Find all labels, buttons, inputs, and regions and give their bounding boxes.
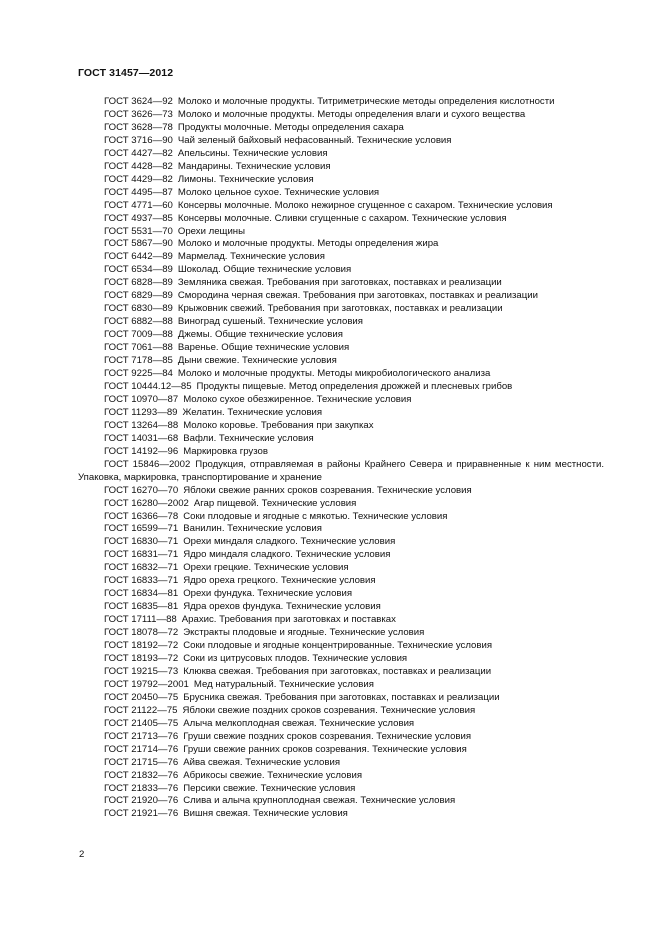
reference-title: Мед натуральный. Технические условия (193, 678, 374, 690)
reference-title: Орехи фундука. Технические условия (183, 588, 353, 600)
reference-code: ГОСТ 9225—84 (104, 368, 173, 380)
reference-title: Орехи грецкие. Технические условия (183, 562, 349, 574)
reference-code: ГОСТ 14031—68 (104, 432, 179, 444)
reference-code: ГОСТ 4495—87 (104, 186, 173, 198)
reference-title: Джемы. Общие технические условия (177, 329, 343, 341)
reference-code: ГОСТ 6828—89 (104, 277, 173, 289)
reference-item (78, 614, 604, 627)
reference-title: Ядра орехов фундука. Технические условия (183, 601, 381, 613)
reference-code: ГОСТ 11293—89 (104, 406, 178, 418)
reference-title: Смородина черная свежая. Требования при заготовках, поставках и реализации (177, 290, 538, 302)
reference-title: Абрикосы свежие. Технические условия (183, 769, 363, 781)
reference-title: Чай зеленый байховый нефасованный. Технические условия (177, 134, 452, 146)
reference-title: Ванилин. Технические условия (183, 523, 322, 535)
reference-code: ГОСТ 14192—96 (104, 445, 179, 457)
reference-title: Арахис. Требования при заготовках и поставках (181, 614, 396, 626)
reference-title: Дыни свежие. Технические условия (177, 355, 337, 367)
reference-item (78, 795, 604, 808)
reference-title: Агар пищевой. Технические условия (193, 497, 357, 509)
reference-item (78, 251, 604, 264)
reference-item (78, 718, 604, 731)
reference-code: ГОСТ 21713—76 (104, 730, 179, 742)
reference-item (78, 679, 604, 692)
reference-title: Молоко и молочные продукты. Методы микробиологического анализа (177, 368, 491, 380)
reference-title: Айва свежая. Технические условия (183, 756, 341, 768)
reference-code: ГОСТ 6830—89 (104, 303, 173, 315)
normative-references-list (78, 96, 604, 821)
reference-item (78, 770, 604, 783)
reference-code: ГОСТ 16831—71 (104, 549, 179, 561)
reference-item (78, 536, 604, 549)
reference-code: ГОСТ 3624—92 (104, 96, 173, 107)
reference-item (78, 731, 604, 744)
reference-item (78, 511, 604, 524)
reference-code: ГОСТ 5531—70 (104, 225, 173, 237)
reference-title: Варенье. Общие технические условия (177, 342, 350, 354)
reference-title: Шоколад. Общие технические условия (177, 264, 352, 276)
reference-item (78, 316, 604, 329)
reference-title: Виноград сушеный. Технические условия (177, 316, 363, 328)
reference-code: ГОСТ 4428—82 (104, 160, 173, 172)
reference-item (78, 238, 604, 251)
reference-item (78, 96, 604, 109)
reference-item (78, 692, 604, 705)
reference-item (78, 135, 604, 148)
reference-item (78, 575, 604, 588)
reference-item (78, 562, 604, 575)
reference-code: ГОСТ 4429—82 (104, 173, 173, 185)
reference-code: ГОСТ 19215—73 (104, 665, 179, 677)
reference-code: ГОСТ 20450—75 (104, 691, 179, 703)
reference-code: ГОСТ 21832—76 (104, 769, 179, 781)
reference-item (78, 290, 604, 303)
reference-code: ГОСТ 3716—90 (104, 134, 173, 146)
reference-title: Молоко сухое обезжиренное. Технические условия (183, 393, 412, 405)
reference-item (78, 757, 604, 770)
reference-title: Молоко и молочные продукты. Методы определения влаги и сухого вещества (177, 108, 526, 120)
reference-item (78, 783, 604, 796)
reference-title: Крыжовник свежий. Требования при заготовках, поставках и реализации (177, 303, 503, 315)
reference-item (78, 459, 604, 485)
reference-item (78, 122, 604, 135)
reference-title: Желатин. Технические условия (182, 406, 323, 418)
reference-code: ГОСТ 16834—81 (104, 588, 179, 600)
reference-item (78, 381, 604, 394)
reference-title: Слива и алыча крупноплодная свежая. Технические условия (183, 795, 456, 807)
reference-item (78, 588, 604, 601)
reference-item (78, 277, 604, 290)
document-header: ГОСТ 31457—2012 (78, 67, 174, 79)
reference-code: ГОСТ 16599—71 (104, 523, 179, 535)
reference-title: Орехи миндаля сладкого. Технические условия (183, 536, 396, 548)
reference-item (78, 174, 604, 187)
reference-item (78, 226, 604, 239)
reference-code: ГОСТ 18192—72 (104, 640, 179, 652)
reference-item (78, 368, 604, 381)
reference-item (78, 485, 604, 498)
reference-code: ГОСТ 21405—75 (104, 717, 179, 729)
reference-item (78, 355, 604, 368)
reference-title: Груши свежие ранних сроков созревания. Технические условия (183, 743, 467, 755)
reference-code: ГОСТ 15846—2002 (104, 458, 191, 470)
reference-code: ГОСТ 6829—89 (104, 290, 173, 302)
reference-item (78, 329, 604, 342)
reference-code: ГОСТ 7061—88 (104, 342, 173, 354)
reference-code: ГОСТ 17111—88 (104, 614, 177, 626)
reference-code: ГОСТ 16270—70 (104, 484, 179, 496)
reference-code: ГОСТ 3626—73 (104, 108, 173, 120)
reference-code: ГОСТ 10444.12—85 (104, 380, 192, 392)
reference-title: Продукция, отправляемая в районы Крайнего Севера и приравненные к ним местности. Упаковка, маркировка, транспортирование и хранение (78, 458, 604, 483)
reference-item (78, 342, 604, 355)
reference-item (78, 148, 604, 161)
reference-title: Молоко коровье. Требования при закупках (183, 419, 374, 431)
reference-item (78, 109, 604, 122)
reference-title: Продукты молочные. Методы определения сахара (177, 121, 404, 133)
reference-code: ГОСТ 18078—72 (104, 627, 179, 639)
reference-item (78, 640, 604, 653)
reference-code: ГОСТ 16835—81 (104, 601, 179, 613)
reference-item (78, 264, 604, 277)
reference-title: Молоко цельное сухое. Технические условия (177, 186, 380, 198)
reference-code: ГОСТ 3628—78 (104, 121, 173, 133)
reference-title: Клюква свежая. Требования при заготовках, поставках и реализации (183, 665, 492, 677)
reference-code: ГОСТ 6882—88 (104, 316, 173, 328)
reference-code: ГОСТ 4427—82 (104, 147, 173, 159)
reference-title: Апельсины. Технические условия (177, 147, 328, 159)
reference-title: Соки из цитрусовых плодов. Технические условия (183, 652, 408, 664)
reference-title: Ядро ореха грецкого. Технические условия (183, 575, 376, 587)
reference-title: Лимоны. Технические условия (177, 173, 314, 185)
reference-item (78, 601, 604, 614)
reference-item (78, 407, 604, 420)
reference-code: ГОСТ 16366—78 (104, 510, 179, 522)
reference-code: ГОСТ 13264—88 (104, 419, 179, 431)
reference-title: Брусника свежая. Требования при заготовках, поставках и реализации (183, 691, 500, 703)
reference-code: ГОСТ 18193—72 (104, 652, 179, 664)
reference-title: Молоко и молочные продукты. Методы определения жира (177, 238, 439, 250)
reference-title: Консервы молочные. Сливки сгущенные с сахаром. Технические условия (177, 212, 507, 224)
reference-title: Соки плодовые и ягодные концентрированные. Технические условия (183, 640, 493, 652)
reference-code: ГОСТ 4937—85 (104, 212, 173, 224)
reference-code: ГОСТ 7009—88 (104, 329, 173, 341)
reference-item (78, 420, 604, 433)
reference-item (78, 705, 604, 718)
reference-title: Мармелад. Технические условия (177, 251, 325, 263)
reference-item (78, 433, 604, 446)
reference-title: Соки плодовые и ягодные с мякотью. Технические условия (183, 510, 448, 522)
reference-code: ГОСТ 7178—85 (104, 355, 173, 367)
reference-title: Консервы молочные. Молоко нежирное сгущенное с сахаром. Технические условия (177, 199, 553, 211)
reference-title: Ядро миндаля сладкого. Технические условия (183, 549, 391, 561)
reference-item (78, 446, 604, 459)
reference-title: Персики свежие. Технические условия (183, 782, 356, 794)
reference-code: ГОСТ 21715—76 (104, 756, 179, 768)
reference-code: ГОСТ 16832—71 (104, 562, 179, 574)
reference-item (78, 303, 604, 316)
reference-title: Экстракты плодовые и ягодные. Технические условия (183, 627, 425, 639)
reference-item (78, 161, 604, 174)
reference-item (78, 666, 604, 679)
reference-code: ГОСТ 10970—87 (104, 393, 179, 405)
reference-item (78, 213, 604, 226)
reference-code: ГОСТ 21122—75 (104, 704, 178, 716)
reference-title: Алыча мелкоплодная свежая. Технические условия (183, 717, 415, 729)
reference-item (78, 200, 604, 213)
reference-code: ГОСТ 6442—89 (104, 251, 173, 263)
reference-title: Орехи лещины (177, 225, 245, 237)
reference-title: Груши свежие поздних сроков созревания. Технические условия (183, 730, 472, 742)
reference-title: Яблоки свежие поздних сроков созревания. Технические условия (182, 704, 476, 716)
reference-code: ГОСТ 5867—90 (104, 238, 173, 250)
reference-title: Вишня свежая. Технические условия (183, 808, 348, 820)
reference-item (78, 808, 604, 821)
reference-code: ГОСТ 21714—76 (104, 743, 179, 755)
reference-code: ГОСТ 16280—2002 (104, 497, 189, 509)
page-number: 2 (79, 849, 85, 860)
reference-item (78, 498, 604, 511)
reference-title: Земляника свежая. Требования при заготовках, поставках и реализации (177, 277, 502, 289)
reference-title: Вафли. Технические условия (183, 432, 314, 444)
reference-item (78, 523, 604, 536)
reference-item (78, 549, 604, 562)
reference-code: ГОСТ 4771—60 (104, 199, 173, 211)
reference-code: ГОСТ 21921—76 (104, 808, 179, 820)
reference-item (78, 394, 604, 407)
reference-item (78, 744, 604, 757)
reference-code: ГОСТ 21920—76 (104, 795, 179, 807)
reference-code: ГОСТ 16833—71 (104, 575, 179, 587)
reference-item (78, 653, 604, 666)
reference-title: Яблоки свежие ранних сроков созревания. Технические условия (183, 484, 472, 496)
reference-title: Маркировка грузов (183, 445, 268, 457)
reference-code: ГОСТ 19792—2001 (104, 678, 189, 690)
reference-title: Мандарины. Технические условия (177, 160, 331, 172)
reference-code: ГОСТ 16830—71 (104, 536, 179, 548)
reference-code: ГОСТ 6534—89 (104, 264, 173, 276)
reference-code: ГОСТ 21833—76 (104, 782, 179, 794)
reference-item (78, 627, 604, 640)
reference-item (78, 187, 604, 200)
reference-title: Молоко и молочные продукты. Титриметрические методы определения кислотности (177, 96, 555, 107)
reference-title: Продукты пищевые. Метод определения дрожжей и плесневых грибов (196, 380, 513, 392)
